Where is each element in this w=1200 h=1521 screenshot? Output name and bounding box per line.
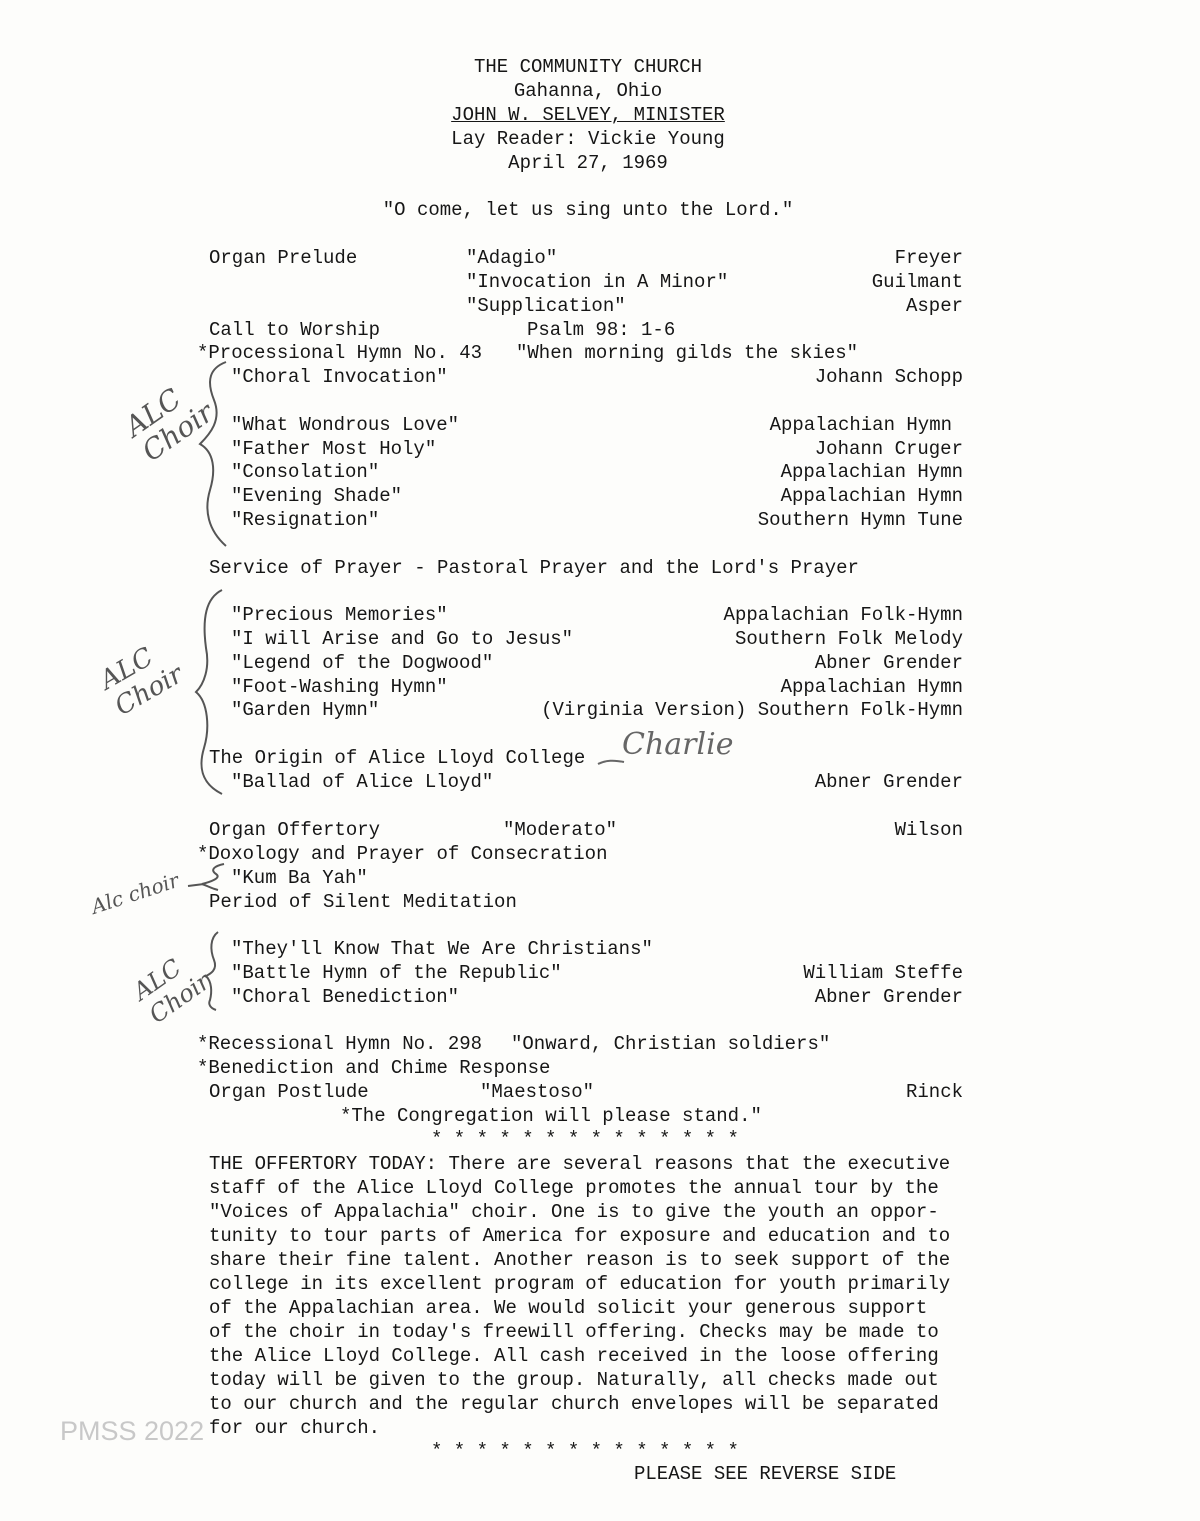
choir-piece-composer: Appalachian Hymn — [780, 676, 963, 698]
choir-piece-title: "Foot-Washing Hymn" — [231, 676, 448, 698]
choir-piece-title: "Legend of the Dogwood" — [231, 652, 494, 674]
church-name: THE COMMUNITY CHURCH — [473, 56, 703, 78]
choir-piece-composer: Abner Grender — [814, 986, 963, 1008]
ballad-composer: Abner Grender — [814, 771, 963, 793]
minister-line: JOHN W. SELVEY, MINISTER — [451, 104, 725, 126]
choir-piece-composer: Abner Grender — [814, 652, 963, 674]
choir-piece-title: "Evening Shade" — [231, 485, 403, 507]
choir-piece-composer: Southern Hymn Tune — [757, 509, 963, 531]
postlude-label: Organ Postlude — [209, 1081, 369, 1103]
choir-piece-composer: William Steffe — [803, 962, 963, 984]
brace-group-1 — [196, 360, 236, 550]
choir-piece-title: "Resignation" — [231, 509, 380, 531]
motto: "O come, let us sing unto the Lord." — [382, 199, 794, 221]
choir-piece-composer: Johann Cruger — [814, 438, 963, 460]
stand-note: *The Congregation will please stand." — [340, 1105, 762, 1127]
lay-reader: Lay Reader: Vickie Young — [451, 128, 725, 150]
church-location: Gahanna, Ohio — [513, 80, 663, 102]
choir-piece-composer: Appalachian Hymn — [769, 414, 952, 436]
call-to-worship-label: Call to Worship — [209, 319, 381, 341]
call-to-worship-text: Psalm 98: 1-6 — [527, 319, 676, 341]
service-of-prayer: Service of Prayer - Pastoral Prayer and the Lord's Prayer — [209, 557, 859, 579]
choir-piece-title: "Battle Hymn of the Republic" — [231, 962, 562, 984]
ballad-title: "Ballad of Alice Lloyd" — [231, 771, 494, 793]
prelude-piece-composer: Guilmant — [871, 271, 963, 293]
choir-piece-composer: Appalachian Hymn — [780, 485, 963, 507]
doxology: *Doxology and Prayer of Consecration — [197, 843, 608, 865]
processional-label: *Processional Hymn No. 43 — [197, 342, 483, 364]
footer-stars: * * * * * * * * * * * * * * — [431, 1440, 739, 1462]
recessional-text: "Onward, Christian soldiers" — [511, 1033, 831, 1055]
annotation-alc-choir: ALC Choir — [95, 642, 189, 722]
prelude-piece-composer: Freyer — [894, 247, 963, 269]
annotation-alc-choir: ALC Choir — [128, 953, 216, 1029]
kum-ba-yah: "Kum Ba Yah" — [231, 867, 368, 889]
choir-piece-title: "Father Most Holy" — [231, 438, 437, 460]
choir-piece-title: "I will Arise and Go to Jesus" — [231, 628, 574, 650]
choir-piece-title: "Choral Invocation" — [231, 366, 448, 388]
offertory-label: Organ Offertory — [209, 819, 381, 841]
choir-piece-title: "Choral Benediction" — [231, 986, 460, 1008]
postlude-composer: Rinck — [905, 1081, 963, 1103]
processional-text: "When morning gilds the skies" — [516, 342, 859, 364]
choir-piece-title: "What Wondrous Love" — [231, 414, 460, 436]
choir-piece-title: "Precious Memories" — [231, 604, 448, 626]
prelude-piece-title: "Invocation in A Minor" — [466, 271, 729, 293]
reverse-side-note: PLEASE SEE REVERSE SIDE — [634, 1463, 897, 1485]
choir-piece-composer: Johann Schopp — [814, 366, 963, 388]
brace-kum-ba-yah — [196, 862, 236, 892]
watermark: PMSS 2022 — [60, 1416, 205, 1446]
choir-piece-composer: (Virginia Version) Southern Folk-Hymn — [541, 699, 963, 721]
handwritten-charlie: Charlie — [622, 727, 734, 762]
service-date: April 27, 1969 — [508, 152, 668, 174]
choir-piece-composer: Appalachian Hymn — [780, 461, 963, 483]
prelude-piece-composer: Asper — [905, 295, 963, 317]
offertory-composer: Wilson — [894, 819, 963, 841]
choir-piece-composer: Southern Folk Melody — [734, 628, 963, 650]
origin-of-college: The Origin of Alice Lloyd College — [209, 747, 586, 769]
prelude-label: Organ Prelude — [209, 247, 358, 269]
brace-group-2 — [192, 588, 232, 798]
postlude-title: "Maestoso" — [480, 1081, 595, 1103]
choir-piece-title: "Consolation" — [231, 461, 380, 483]
silent-meditation: Period of Silent Meditation — [209, 891, 517, 913]
choir-piece-title: "Garden Hymn" — [231, 699, 380, 721]
brace-group-3 — [198, 930, 238, 1010]
dash-mark — [596, 756, 626, 768]
offertory-title: "Moderato" — [503, 819, 618, 841]
offertory-note: THE OFFERTORY TODAY: There are several reasons that the executive staff of the Alice Lloyd College promotes the annual tour by the "Voices of Appalachia" choir. One is to give the youth an oppor- tunity to tour parts of America for exposure and education and to share their fine talent. Another reason is to seek support of the college in its excellent program of education for youth primarily of the Appalachian area. We would solicit your generous support of the choir in today's freewill offering. Checks may be made to the Alice Lloyd College. All cash received in the loose offering today will be given to the group. Naturally, all checks made out to our church and the regular church envelopes will be separated for our church. — [209, 1153, 951, 1439]
divider-stars: * * * * * * * * * * * * * * — [431, 1128, 739, 1150]
annotation-alc-choir: Alc choir — [88, 867, 182, 919]
choir-piece-composer: Appalachian Folk-Hymn — [723, 604, 963, 626]
prelude-piece-title: "Adagio" — [466, 247, 558, 269]
choir-piece-title: "They'll Know That We Are Christians" — [231, 938, 653, 960]
annotation-alc-choir: ALC Choir — [118, 381, 220, 468]
benediction: *Benediction and Chime Response — [197, 1057, 551, 1079]
prelude-piece-title: "Supplication" — [466, 295, 626, 317]
recessional-label: *Recessional Hymn No. 298 — [197, 1033, 483, 1055]
